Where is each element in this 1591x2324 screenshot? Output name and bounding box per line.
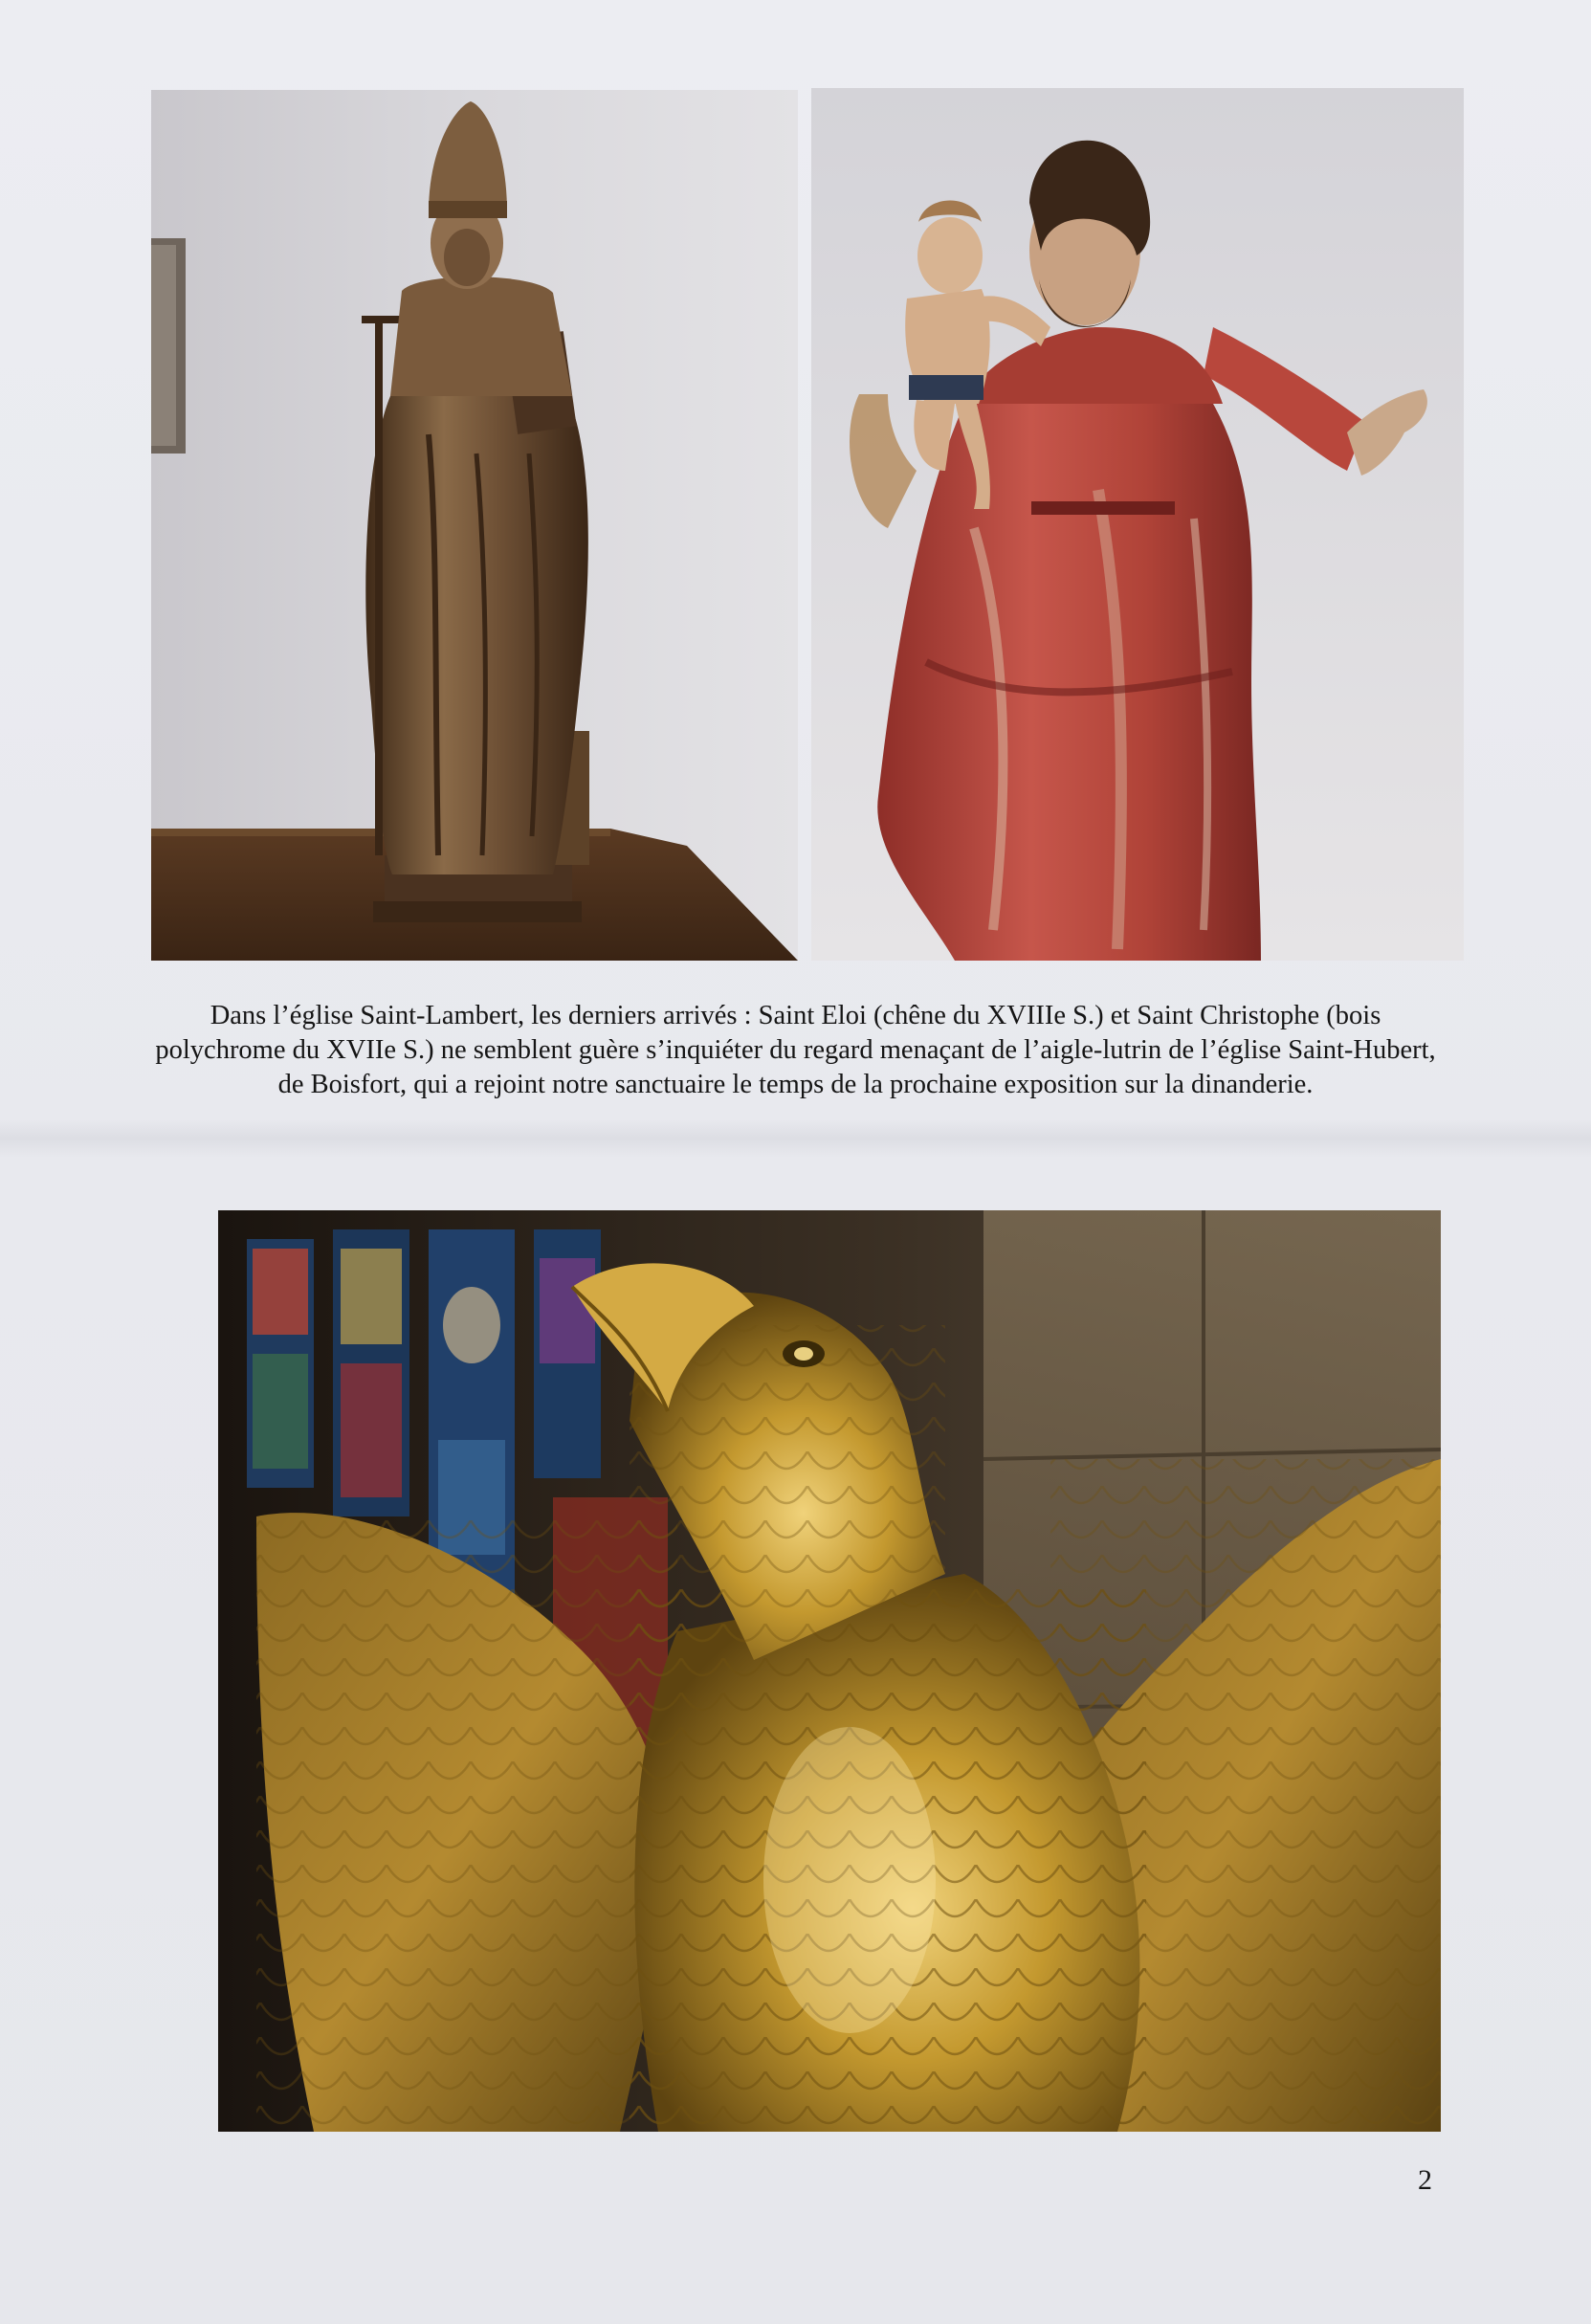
photo-saint-christophe-statue [811, 88, 1464, 961]
photo-eagle-lectern [218, 1210, 1441, 2132]
photo-saint-eloi-statue [151, 90, 798, 961]
photo-caption: Dans l’église Saint-Lambert, les derniers arrivés : Saint Eloi (chêne du XVIIIe S.) et Saint Christophe (bois polychrome du XVIIe S.) ne semblent guère s’inquiéter du regard menaçant de l’aigle-lutrin de l’église Saint-Hubert, de Boisfort, qui a rejoint notre sanctuaire le temps de la prochaine exposition sur la dinanderie. [155, 1001, 1436, 1099]
bleed-through-shadow [344, 1110, 1588, 1137]
page-number: 2 [1418, 2164, 1432, 2196]
